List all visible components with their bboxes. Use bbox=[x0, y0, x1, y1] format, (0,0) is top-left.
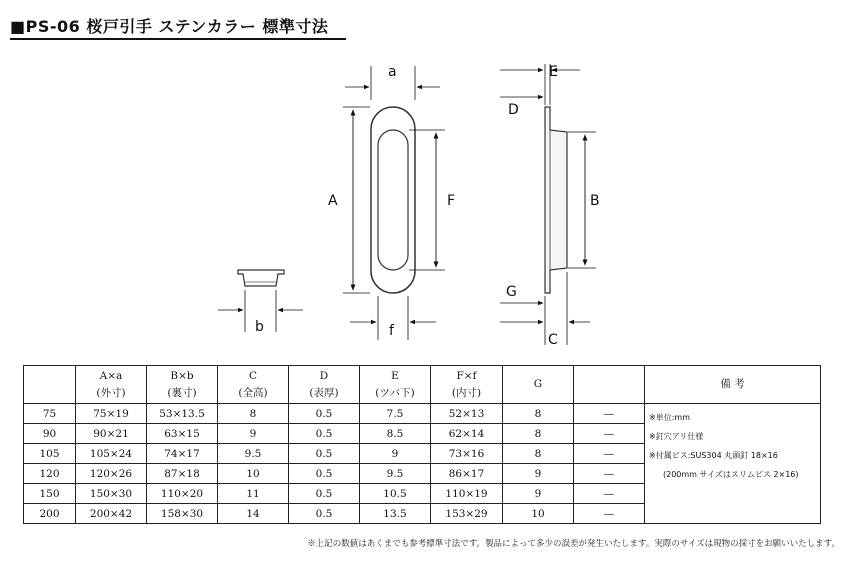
cell-extra: — bbox=[574, 464, 645, 484]
table-row bbox=[24, 404, 821, 424]
cell-Aa: 75×19 bbox=[76, 404, 147, 424]
cell-E: 7.5 bbox=[360, 404, 431, 424]
cell-C: 8 bbox=[218, 404, 289, 424]
page-title: ■PS-06 桜戸引手 ステンカラー 標準寸法 bbox=[10, 17, 329, 36]
header-C: C (全高) bbox=[218, 366, 289, 404]
dim-label-D: D bbox=[508, 102, 519, 118]
table-header-row bbox=[24, 366, 821, 404]
cell-size: 150 bbox=[24, 484, 76, 504]
cell-G: 8 bbox=[503, 424, 574, 444]
header-E: E (ツバ下) bbox=[360, 366, 431, 404]
cell-Bb: 110×20 bbox=[147, 484, 218, 504]
cell-D: 0.5 bbox=[289, 464, 360, 484]
cell-Bb: 74×17 bbox=[147, 444, 218, 464]
cell-D: 0.5 bbox=[289, 424, 360, 444]
cell-size: 75 bbox=[24, 404, 76, 424]
dim-label-E: E bbox=[549, 64, 558, 80]
cell-extra: — bbox=[574, 444, 645, 464]
cell-G: 8 bbox=[503, 404, 574, 424]
header-D: D (表厚) bbox=[289, 366, 360, 404]
header-Bb: B×b (裏寸) bbox=[147, 366, 218, 404]
cell-Aa: 105×24 bbox=[76, 444, 147, 464]
footnote: ※上記の数値はあくまでも参考標準寸法です。製品によって多少の誤差が発生いたします。実際のサイズは現物の採寸をお願いいたします。 bbox=[307, 539, 840, 549]
dim-label-B: B bbox=[590, 193, 600, 209]
cell-E: 8.5 bbox=[360, 424, 431, 444]
cell-Bb: 63×15 bbox=[147, 424, 218, 444]
header-blank bbox=[574, 366, 645, 404]
cross-section-b bbox=[238, 270, 284, 286]
remark-screw: ※付属ビス:SUS304 丸頭釘 18×16 bbox=[649, 451, 778, 460]
dim-label-G: G bbox=[506, 284, 517, 300]
header-G: G bbox=[503, 366, 574, 404]
cell-Aa: 90×21 bbox=[76, 424, 147, 444]
cell-Ff: 52×13 bbox=[431, 404, 503, 424]
cell-Ff: 110×19 bbox=[431, 484, 503, 504]
cell-size: 105 bbox=[24, 444, 76, 464]
cell-Ff: 62×14 bbox=[431, 424, 503, 444]
cell-Aa: 200×42 bbox=[76, 504, 147, 524]
header-Ff: F×f (内寸) bbox=[431, 366, 503, 404]
cell-E: 10.5 bbox=[360, 484, 431, 504]
cell-size: 120 bbox=[24, 464, 76, 484]
cell-E: 13.5 bbox=[360, 504, 431, 524]
cell-extra: — bbox=[574, 424, 645, 444]
cell-G: 8 bbox=[503, 444, 574, 464]
dim-label-f: f bbox=[389, 323, 394, 339]
front-view-inner bbox=[378, 130, 408, 270]
cell-D: 0.5 bbox=[289, 484, 360, 504]
cell-Ff: 86×17 bbox=[431, 464, 503, 484]
cell-D: 0.5 bbox=[289, 444, 360, 464]
cell-Aa: 150×30 bbox=[76, 484, 147, 504]
cell-D: 0.5 bbox=[289, 504, 360, 524]
cell-size: 90 bbox=[24, 424, 76, 444]
remark-200mm: (200mm サイズはスリムビス 2×16) bbox=[663, 470, 799, 479]
cell-Aa: 120×26 bbox=[76, 464, 147, 484]
cell-G: 9 bbox=[503, 484, 574, 504]
cell-C: 9 bbox=[218, 424, 289, 444]
cell-Bb: 53×13.5 bbox=[147, 404, 218, 424]
cell-extra: — bbox=[574, 504, 645, 524]
dim-label-A: A bbox=[328, 193, 338, 209]
cell-C: 10 bbox=[218, 464, 289, 484]
cell-Ff: 153×29 bbox=[431, 504, 503, 524]
dim-label-C: C bbox=[548, 332, 558, 348]
remark-unit: ※単位:mm bbox=[649, 413, 690, 422]
cell-E: 9.5 bbox=[360, 464, 431, 484]
side-view bbox=[545, 107, 567, 293]
dim-label-a: a bbox=[388, 64, 397, 80]
cell-C: 11 bbox=[218, 484, 289, 504]
cell-size: 200 bbox=[24, 504, 76, 524]
header-size bbox=[24, 366, 76, 404]
cell-G: 9 bbox=[503, 464, 574, 484]
remarks-cell bbox=[645, 404, 821, 524]
cell-Ff: 73×16 bbox=[431, 444, 503, 464]
cell-extra: — bbox=[574, 484, 645, 504]
remark-nail-hole: ※釘穴アリ仕様 bbox=[649, 432, 704, 441]
cell-C: 14 bbox=[218, 504, 289, 524]
cell-Bb: 158×30 bbox=[147, 504, 218, 524]
cell-E: 9 bbox=[360, 444, 431, 464]
cell-C: 9.5 bbox=[218, 444, 289, 464]
cell-G: 10 bbox=[503, 504, 574, 524]
header-Aa: A×a (外寸) bbox=[76, 366, 147, 404]
dim-label-b: b bbox=[255, 319, 264, 335]
spec-table bbox=[23, 365, 821, 524]
header-remarks: 備 考 bbox=[645, 366, 821, 404]
cell-Bb: 87×18 bbox=[147, 464, 218, 484]
cell-D: 0.5 bbox=[289, 404, 360, 424]
cell-extra: — bbox=[574, 404, 645, 424]
dim-label-F: F bbox=[447, 193, 456, 209]
